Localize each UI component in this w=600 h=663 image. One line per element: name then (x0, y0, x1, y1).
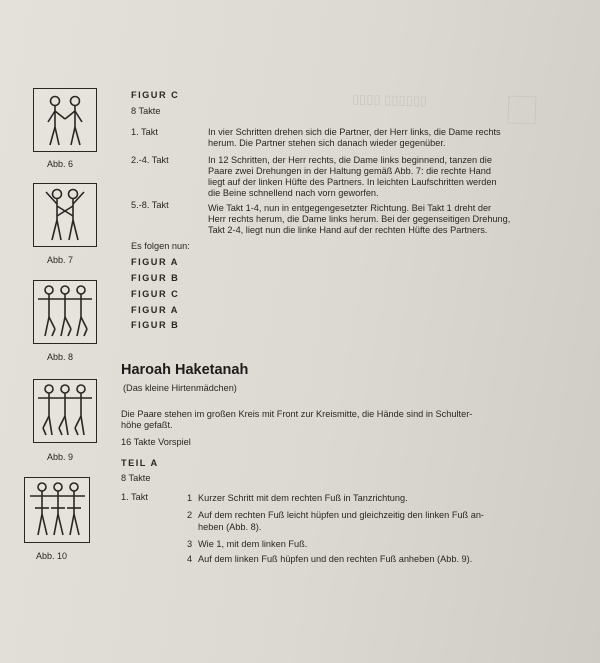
figur-c-row2-line2: Paare zwei Drehungen in der Haltung gemäß Abb. 7: die rechte Hand (208, 166, 491, 176)
teil-a-step-num: 2 (187, 510, 193, 520)
teil-a-step1-line1: Kurzer Schritt mit dem rechten Fuß in Tanzrichtung. (198, 493, 408, 503)
teil-a-step-num: 3 (187, 539, 193, 549)
figure-abb6-couple (33, 88, 97, 152)
figur-c-row2-line1: In 12 Schritten, der Herr rechts, die Dame links beginnend, tanzen die (208, 155, 492, 165)
figur-c-takte: 8 Takte (131, 106, 161, 116)
figur-c-row3-label: 5.-8. Takt (131, 200, 169, 210)
teil-a-takte: 8 Takte (121, 473, 151, 483)
teil-a-step-num: 1 (187, 493, 193, 503)
sequence-intro: Es folgen nun: (131, 241, 190, 251)
figure-abb9-line (33, 379, 97, 443)
dancers-turning-icon (34, 184, 96, 246)
sequence-item: FIGUR A (131, 305, 179, 315)
teil-a-heading: TEIL A (121, 458, 159, 468)
dance-description-line2: höhe gefaßt. (121, 420, 173, 430)
figur-c-row1-line1: In vier Schritten drehen sich die Partner, der Herr links, die Dame rechts (208, 127, 501, 137)
teil-a-step4-line1: Auf dem linken Fuß hüpfen und den rechten Fuß anheben (Abb. 9). (198, 554, 473, 564)
sequence-item: FIGUR B (131, 320, 180, 330)
teil-a-step3-line1: Wie 1, mit dem linken Fuß. (198, 539, 308, 549)
sequence-item: FIGUR A (131, 257, 179, 267)
figure-abb10-line (24, 477, 90, 543)
sequence-item: FIGUR C (131, 289, 180, 299)
figur-c-row2-line4: die Beine schnellend nach vorn geworfen. (208, 188, 379, 198)
dance-subtitle: (Das kleine Hirtenmädchen) (123, 383, 237, 393)
caption-abb9: Abb. 9 (47, 452, 74, 462)
teil-a-step-num: 4 (187, 554, 193, 564)
dance-title: Haroah Haketanah (121, 362, 249, 378)
caption-abb6: Abb. 6 (47, 159, 74, 169)
bleed-through-figure (508, 96, 537, 125)
bleed-through-text: ▯▯▯▯ ▯▯▯▯▯▯ (351, 91, 428, 108)
caption-abb10: Abb. 10 (36, 551, 68, 561)
caption-abb7: Abb. 7 (47, 255, 74, 265)
figur-c-row1-label: 1. Takt (131, 127, 158, 137)
teil-a-label: 1. Takt (121, 492, 148, 502)
figur-c-row3-line3: Takt 2-4, liegt nun die linke Hand auf der rechten Hüfte des Partners. (208, 225, 488, 235)
caption-abb8: Abb. 8 (47, 352, 74, 362)
teil-a-step2-line1: Auf dem rechten Fuß leicht hüpfen und gleichzeitig den linken Fuß an- (198, 510, 484, 520)
figur-c-row3-line2: Herr rechts herum, die Dame links herum. Bei der gegenseitigen Drehung, (208, 214, 511, 224)
figur-c-row1-line2: herum. Die Partner stehen sich danach wieder gegenüber. (208, 138, 446, 148)
three-dancers-step-icon (25, 478, 89, 542)
dancers-holding-hands-icon (34, 89, 96, 151)
figur-c-row3-line1: Wie Takt 1-4, nun in entgegengesetzter Richtung. Bei Takt 1 dreht der (208, 203, 492, 213)
sequence-item: FIGUR B (131, 273, 180, 283)
figure-abb7-turning (33, 183, 97, 247)
three-dancers-lift-icon (34, 380, 96, 442)
figure-abb8-line (33, 280, 97, 344)
dance-vorspiel: 16 Takte Vorspiel (121, 437, 191, 447)
figur-c-heading: FIGUR C (131, 90, 180, 100)
three-dancers-hop-icon (34, 281, 96, 343)
teil-a-step2-line2: heben (Abb. 8). (198, 522, 262, 532)
figur-c-row2-label: 2.-4. Takt (131, 155, 169, 165)
dance-description-line1: Die Paare stehen im großen Kreis mit Front zur Kreismitte, die Hände sind in Schulter- (121, 409, 473, 419)
figur-c-row2-line3: liegt auf der linken Hüfte des Partners. In leichten Laufschritten werden (208, 177, 497, 187)
